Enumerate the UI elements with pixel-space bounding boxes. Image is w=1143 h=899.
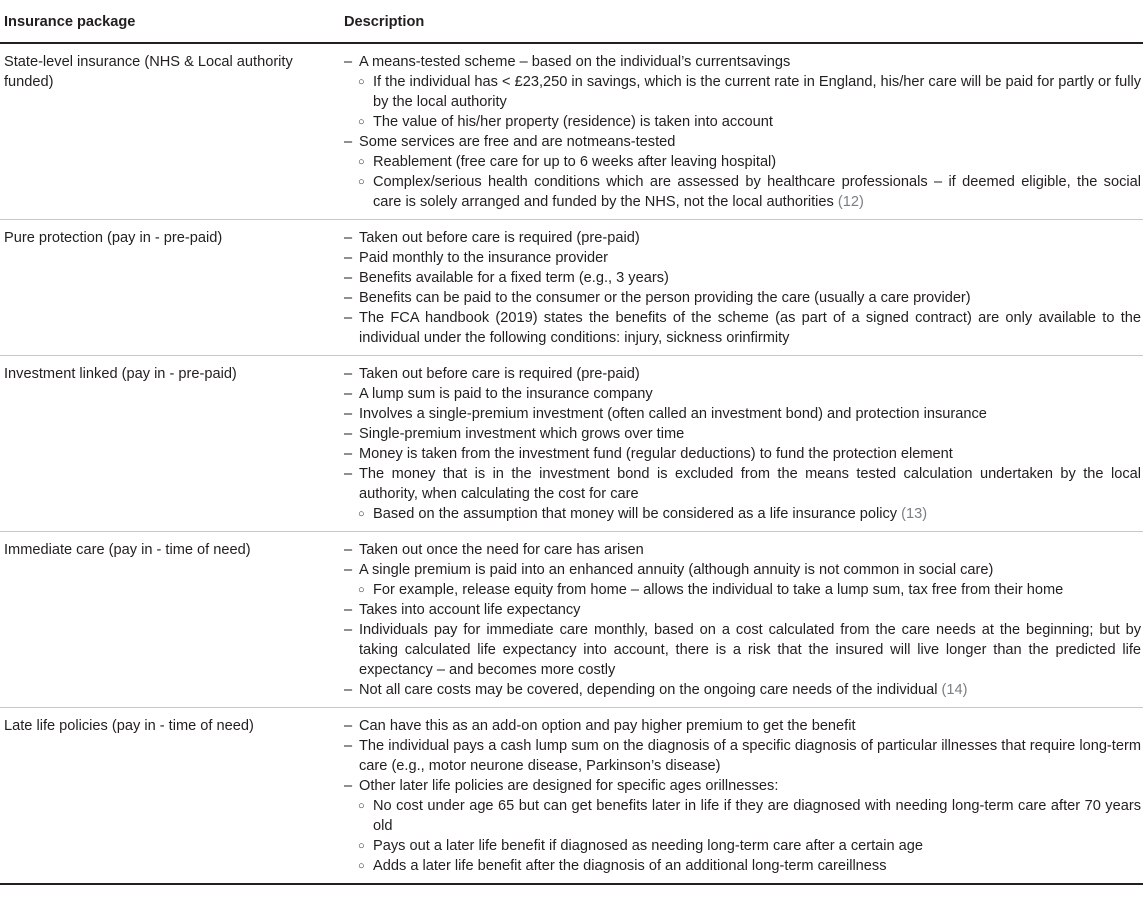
description-subitem xyxy=(344,112,1141,132)
item-text: Other later life policies are designed for specific ages orillnesses: xyxy=(359,778,779,794)
header-insurance-package: Insurance package xyxy=(0,0,343,43)
description-item xyxy=(344,560,1141,580)
dash-bullet-icon: – xyxy=(344,446,353,462)
dash-bullet-icon: – xyxy=(344,250,353,266)
dash-bullet-icon: – xyxy=(344,230,353,246)
table-row xyxy=(0,532,1143,708)
dash-bullet-icon: – xyxy=(344,54,353,70)
circle-bullet-icon: ○ xyxy=(358,584,365,596)
item-text: Taken out once the need for care has arisen xyxy=(359,542,644,558)
item-text: Based on the assumption that money will be considered as a life insurance policy xyxy=(373,506,898,522)
description-item xyxy=(344,736,1141,776)
header-description: Description xyxy=(343,0,1143,43)
item-text: Paid monthly to the insurance provider xyxy=(359,250,609,266)
dash-bullet-icon: – xyxy=(344,386,353,402)
item-text: Reablement (free care for up to 6 weeks after leaving hospital) xyxy=(373,154,777,170)
description-cell xyxy=(343,356,1143,532)
reference-link[interactable]: (12) xyxy=(837,194,864,210)
item-text: Single-premium investment which grows over time xyxy=(359,426,685,442)
description-item xyxy=(344,132,1141,152)
item-text: Benefits available for a fixed term (e.g., 3 years) xyxy=(359,270,669,286)
item-text: The individual pays a cash lump sum on the diagnosis of a specific diagnosis of particular illnesses that require long-term care (e.g., motor neurone disease, Parkinson’s disease) xyxy=(359,738,1141,774)
description-item xyxy=(344,228,1141,248)
item-text: Individuals pay for immediate care monthly, based on a cost calculated from the care needs at the beginning; but by taking calculated life expectancy into account, there is a risk that the insured will live longer than the predicted life expectancy – and becomes more costly xyxy=(359,622,1141,678)
circle-bullet-icon: ○ xyxy=(358,156,365,168)
description-item xyxy=(344,288,1141,308)
dash-bullet-icon: – xyxy=(344,426,353,442)
dash-bullet-icon: – xyxy=(344,466,353,482)
dash-bullet-icon: – xyxy=(344,406,353,422)
item-text: Not all care costs may be covered, depending on the ongoing care needs of the individual xyxy=(359,682,938,698)
item-text: Taken out before care is required (pre-paid) xyxy=(359,230,640,246)
description-subitem xyxy=(344,856,1141,876)
description-item xyxy=(344,424,1141,444)
insurance-package-cell: Pure protection (pay in - pre-paid) xyxy=(0,220,343,356)
description-cell xyxy=(343,43,1143,220)
item-text: The value of his/her property (residence) is taken into account xyxy=(373,114,773,130)
description-subitem xyxy=(344,504,1141,524)
description-item xyxy=(344,268,1141,288)
table-body xyxy=(0,43,1143,884)
item-text: The money that is in the investment bond is excluded from the means tested calculation undertaken by the local authority, when calculating the cost for care xyxy=(359,466,1141,502)
description-item xyxy=(344,540,1141,560)
description-item xyxy=(344,716,1141,736)
item-text: Benefits can be paid to the consumer or the person providing the care (usually a care provider) xyxy=(359,290,971,306)
circle-bullet-icon: ○ xyxy=(358,176,365,188)
item-text: If the individual has < £23,250 in savings, which is the current rate in England, his/her care will be paid for partly or fully by the local authority xyxy=(373,74,1141,110)
item-text: Money is taken from the investment fund (regular deductions) to fund the protection element xyxy=(359,446,953,462)
circle-bullet-icon: ○ xyxy=(358,800,365,812)
description-subitem xyxy=(344,152,1141,172)
description-item xyxy=(344,384,1141,404)
dash-bullet-icon: – xyxy=(344,622,353,638)
item-text: Takes into account life expectancy xyxy=(359,602,581,618)
insurance-package-cell: Late life policies (pay in - time of need) xyxy=(0,708,343,885)
item-text: Taken out before care is required (pre-paid) xyxy=(359,366,640,382)
description-cell xyxy=(343,220,1143,356)
description-subitem xyxy=(344,172,1141,212)
description-item xyxy=(344,364,1141,384)
item-text: Complex/serious health conditions which are assessed by healthcare professionals – if deemed eligible, the social care is solely arranged and funded by the NHS, not the local authorities xyxy=(373,174,1141,210)
insurance-package-cell: Immediate care (pay in - time of need) xyxy=(0,532,343,708)
item-text: A single premium is paid into an enhanced annuity (although annuity is not common in social care) xyxy=(359,562,994,578)
description-item xyxy=(344,404,1141,424)
description-item xyxy=(344,600,1141,620)
description-item xyxy=(344,444,1141,464)
circle-bullet-icon: ○ xyxy=(358,860,365,872)
dash-bullet-icon: – xyxy=(344,562,353,578)
reference-link[interactable]: (14) xyxy=(941,682,968,698)
dash-bullet-icon: – xyxy=(344,602,353,618)
description-subitem xyxy=(344,836,1141,856)
dash-bullet-icon: – xyxy=(344,310,353,326)
dash-bullet-icon: – xyxy=(344,290,353,306)
item-text: Pays out a later life benefit if diagnosed as needing long-term care after a certain age xyxy=(373,838,924,854)
item-text: A means-tested scheme – based on the individual’s currentsavings xyxy=(359,54,791,70)
reference-link[interactable]: (13) xyxy=(901,506,928,522)
circle-bullet-icon: ○ xyxy=(358,508,365,520)
insurance-package-cell: State-level insurance (NHS & Local authority funded) xyxy=(0,43,343,220)
description-subitem xyxy=(344,796,1141,836)
header-row xyxy=(0,0,1143,43)
table-row xyxy=(0,356,1143,532)
table-row xyxy=(0,220,1143,356)
dash-bullet-icon: – xyxy=(344,738,353,754)
dash-bullet-icon: – xyxy=(344,718,353,734)
dash-bullet-icon: – xyxy=(344,542,353,558)
description-item xyxy=(344,308,1141,348)
description-item xyxy=(344,52,1141,72)
description-item xyxy=(344,620,1141,680)
item-text: Some services are free and are notmeans-tested xyxy=(359,134,676,150)
circle-bullet-icon: ○ xyxy=(358,840,365,852)
table-row xyxy=(0,708,1143,885)
description-cell xyxy=(343,708,1143,885)
item-text: Can have this as an add-on option and pay higher premium to get the benefit xyxy=(359,718,856,734)
description-item xyxy=(344,248,1141,268)
description-item xyxy=(344,464,1141,504)
dash-bullet-icon: – xyxy=(344,366,353,382)
item-text: Involves a single-premium investment (often called an investment bond) and protection insurance xyxy=(359,406,987,422)
item-text: A lump sum is paid to the insurance company xyxy=(359,386,653,402)
dash-bullet-icon: – xyxy=(344,682,353,698)
item-text: For example, release equity from home – allows the individual to take a lump sum, tax free from their home xyxy=(373,582,1064,598)
description-subitem xyxy=(344,580,1141,600)
description-cell xyxy=(343,532,1143,708)
circle-bullet-icon: ○ xyxy=(358,76,365,88)
description-item xyxy=(344,680,1141,700)
dash-bullet-icon: – xyxy=(344,270,353,286)
description-item xyxy=(344,776,1141,796)
description-subitem xyxy=(344,72,1141,112)
circle-bullet-icon: ○ xyxy=(358,116,365,128)
item-text: The FCA handbook (2019) states the benefits of the scheme (as part of a signed contract) are only available to the individual under the following conditions: injury, sickness orinfirmity xyxy=(359,310,1141,346)
dash-bullet-icon: – xyxy=(344,134,353,150)
table-row xyxy=(0,43,1143,220)
insurance-package-cell: Investment linked (pay in - pre-paid) xyxy=(0,356,343,532)
item-text: Adds a later life benefit after the diagnosis of an additional long-term careillness xyxy=(373,858,887,874)
item-text: No cost under age 65 but can get benefits later in life if they are diagnosed with needing long-term care after 70 years old xyxy=(373,798,1141,834)
dash-bullet-icon: – xyxy=(344,778,353,794)
